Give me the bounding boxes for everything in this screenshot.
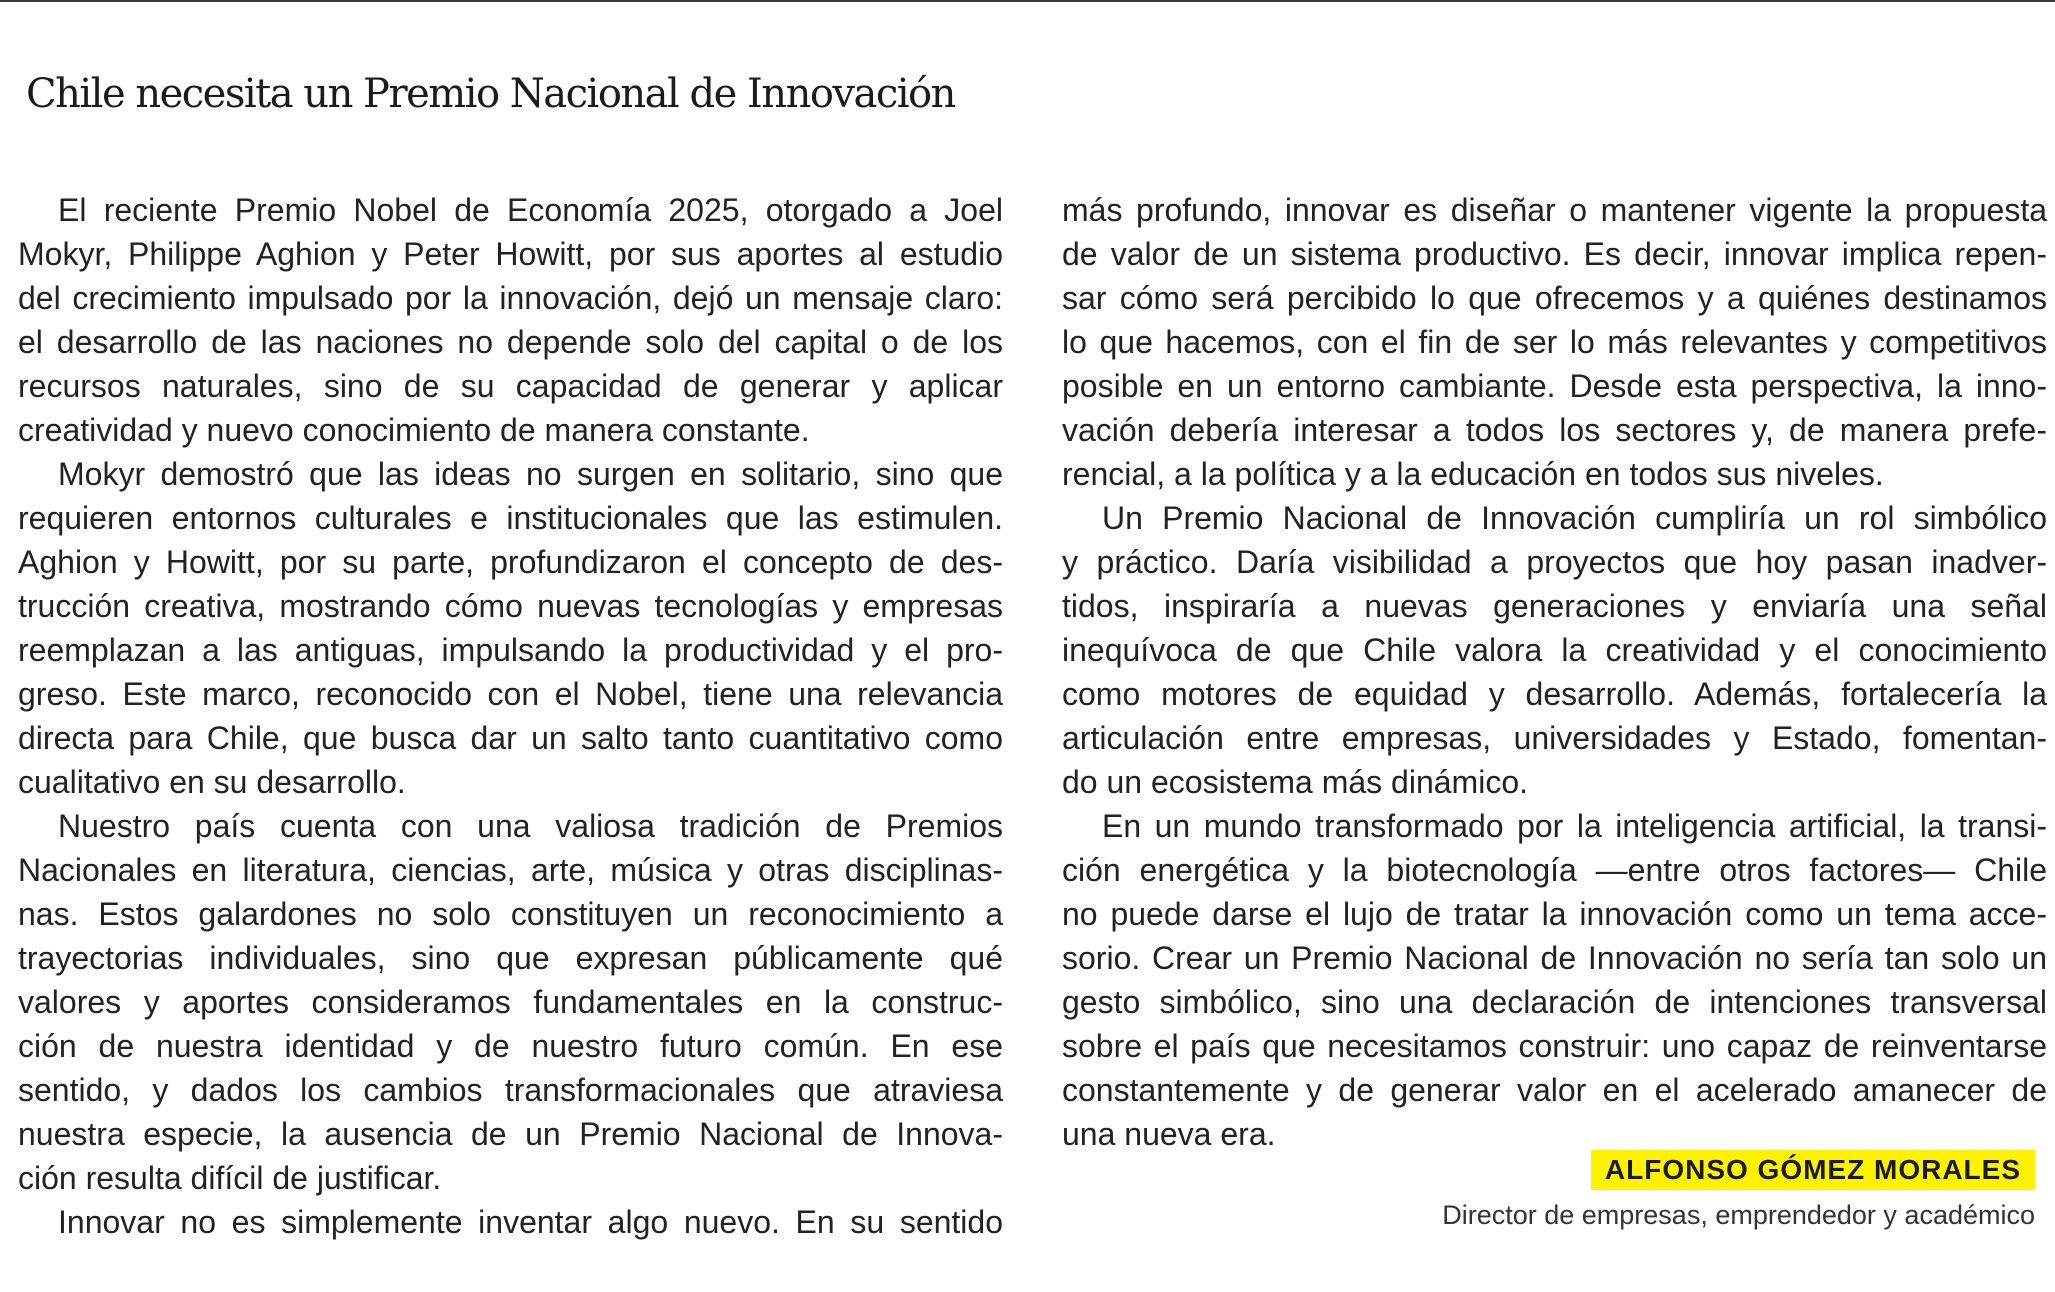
article-line: greso. Este marco, reconocido con el Nobel, tiene una relevancia: [18, 676, 1003, 712]
article-line: sobre el país que necesitamos construir: uno capaz de reinventarse: [1062, 1028, 2047, 1064]
headline: Chile necesita un Premio Nacional de Innovación: [26, 71, 955, 117]
article-column-left: [18, 188, 1003, 1244]
article-line: más profundo, innovar es diseñar o mantener vigente la propuesta: [1062, 192, 2047, 228]
article-line: recursos naturales, sino de su capacidad de generar y aplicar: [18, 368, 1003, 404]
article-line: Un Premio Nacional de Innovación cumpliría un rol simbólico: [1102, 500, 2047, 536]
article-line: lo que hacemos, con el fin de ser lo más relevantes y competitivos: [1062, 324, 2047, 360]
article-line: requieren entornos culturales e institucionales que las estimulen.: [18, 500, 1003, 536]
article-line: sorio. Crear un Premio Nacional de Innovación no sería tan solo un: [1062, 940, 2047, 976]
author-name: ALFONSO GÓMEZ MORALES: [1591, 1150, 2035, 1190]
article-line: ción resulta difícil de justificar.: [18, 1160, 442, 1196]
article-line: como motores de equidad y desarrollo. Además, fortalecería la: [1062, 676, 2047, 712]
article-line: Mokyr demostró que las ideas no surgen en solitario, sino que: [58, 456, 1003, 492]
article-line: directa para Chile, que busca dar un salto tanto cuantitativo como: [18, 720, 1003, 756]
article-line: del crecimiento impulsado por la innovación, dejó un mensaje claro:: [18, 280, 1003, 316]
article-line: valores y aportes consideramos fundamentales en la construc-: [18, 984, 1003, 1020]
article-line: Aghion y Howitt, por su parte, profundizaron el concepto de des-: [18, 544, 1003, 580]
article-line: posible en un entorno cambiante. Desde esta perspectiva, la inno-: [1062, 368, 2047, 404]
article-line: Nacionales en literatura, ciencias, arte, música y otras disciplinas-: [18, 852, 1003, 888]
article-line: el desarrollo de las naciones no depende solo del capital o de los: [18, 324, 1003, 360]
article-line: de valor de un sistema productivo. Es decir, innovar implica repen-: [1062, 236, 2047, 272]
article-line: gesto simbólico, sino una declaración de intenciones transversal: [1062, 984, 2047, 1020]
article-line: reemplazan a las antiguas, impulsando la productividad y el pro-: [18, 632, 1003, 668]
author-signature: [1442, 1150, 2035, 1231]
article-line: nas. Estos galardones no solo constituyen un reconocimiento a: [18, 896, 1003, 932]
article-line: ción de nuestra identidad y de nuestro futuro común. En ese: [18, 1028, 1003, 1064]
article-line: trucción creativa, mostrando cómo nuevas tecnologías y empresas: [18, 588, 1003, 624]
article-line: no puede darse el lujo de tratar la innovación como un tema acce-: [1062, 896, 2047, 932]
top-rule: [0, 0, 2055, 2]
article-line: ción energética y la biotecnología —entre otros factores— Chile: [1062, 852, 2047, 888]
article-line: Innovar no es simplemente inventar algo nuevo. En su sentido: [58, 1204, 1003, 1240]
article-line: sar cómo será percibido lo que ofrecemos y a quiénes destinamos: [1062, 280, 2047, 316]
article-line: Nuestro país cuenta con una valiosa tradición de Premios: [58, 808, 1003, 844]
article-line: y práctico. Daría visibilidad a proyectos que hoy pasan inadver-: [1062, 544, 2047, 580]
article-line: articulación entre empresas, universidades y Estado, fomentan-: [1062, 720, 2047, 756]
article-line: En un mundo transformado por la inteligencia artificial, la transi-: [1102, 808, 2047, 844]
article-line: una nueva era.: [1062, 1116, 1276, 1152]
article-line: El reciente Premio Nobel de Economía 2025, otorgado a Joel: [58, 192, 1003, 228]
article-line: do un ecosistema más dinámico.: [1062, 764, 1528, 800]
article-line: nuestra especie, la ausencia de un Premio Nacional de Innova-: [18, 1116, 1003, 1152]
article-line: sentido, y dados los cambios transformacionales que atraviesa: [18, 1072, 1003, 1108]
article-line: inequívoca de que Chile valora la creatividad y el conocimiento: [1062, 632, 2047, 668]
article-line: trayectorias individuales, sino que expresan públicamente qué: [18, 940, 1003, 976]
article-line: tidos, inspiraría a nuevas generaciones y enviaría una señal: [1062, 588, 2047, 624]
article-line: creatividad y nuevo conocimiento de manera constante.: [18, 412, 810, 448]
author-role: Director de empresas, emprendedor y académico: [1442, 1200, 2035, 1230]
article-line: vación debería interesar a todos los sectores y, de manera prefe-: [1062, 412, 2047, 448]
article-line: constantemente y de generar valor en el acelerado amanecer de: [1062, 1072, 2047, 1108]
article-line: Mokyr, Philippe Aghion y Peter Howitt, por sus aportes al estudio: [18, 236, 1003, 272]
article-column-right: [1062, 188, 2047, 1156]
article-line: cualitativo en su desarrollo.: [18, 764, 406, 800]
article-line: rencial, a la política y a la educación en todos sus niveles.: [1062, 456, 1884, 492]
